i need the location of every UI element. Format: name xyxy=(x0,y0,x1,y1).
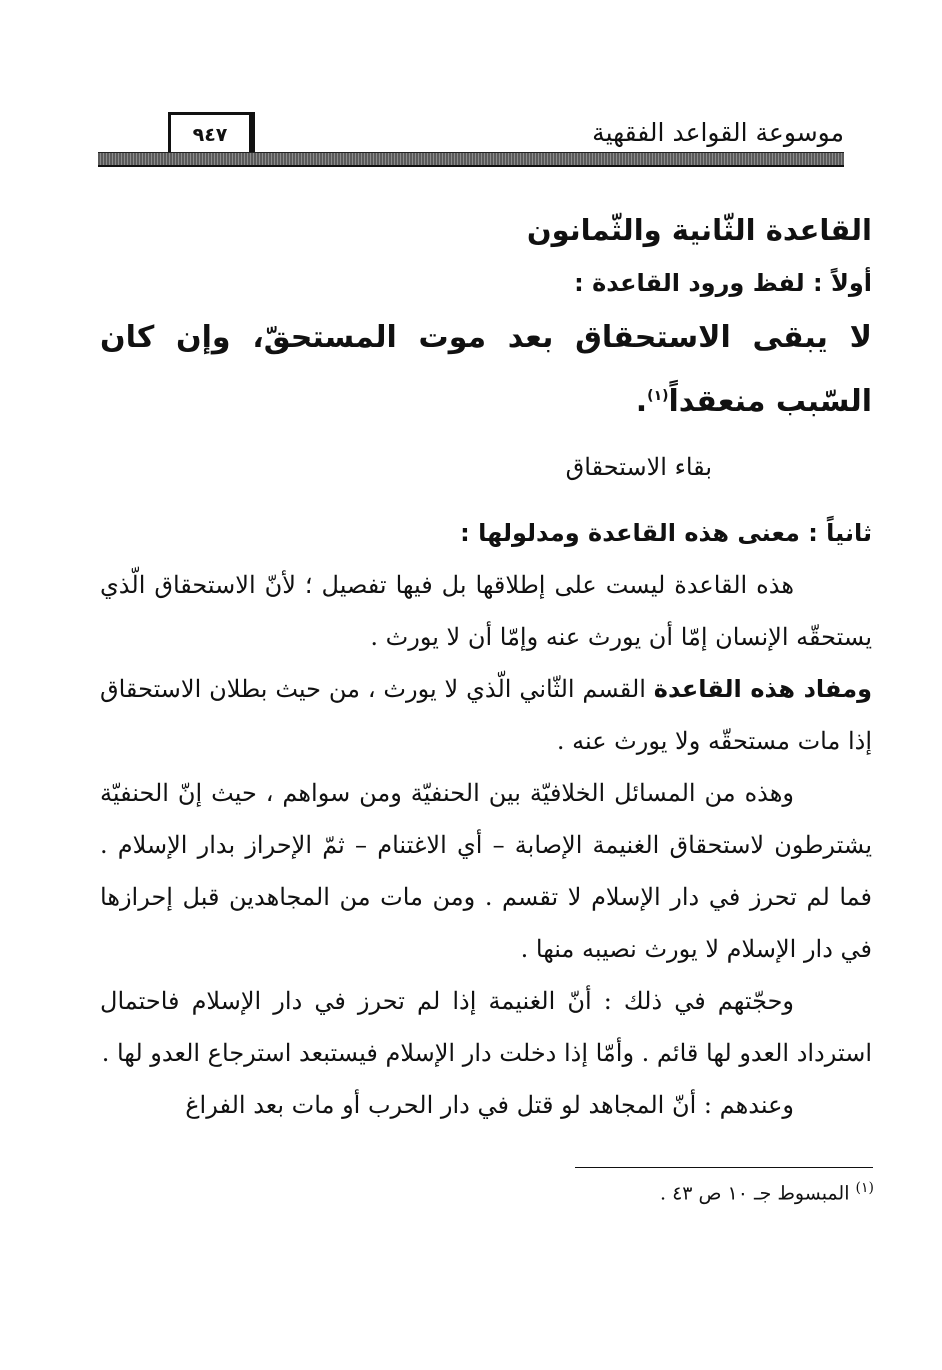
paragraph xyxy=(100,975,872,1079)
book-title: موسوعة القواعد الفقهية xyxy=(592,118,844,147)
footnote-text: المبسوط جـ ١٠ ص ٤٣ . xyxy=(659,1182,850,1205)
page-content xyxy=(100,205,872,1131)
paragraph-text: وحجّتهم في ذلك : أنّ الغنيمة إذا لم تحرز في دار الإسلام فاحتمال استرداد العدو لها قائم . وأمّا إذا دخلت دار الإسلام فيستبعد استرجاع العدو لها . xyxy=(100,987,872,1067)
rule-heading: القاعدة الثّانية والثّمانون xyxy=(526,213,872,247)
paragraph xyxy=(100,767,872,975)
paragraph xyxy=(100,1079,872,1131)
rule-statement-text: لا يبقى الاستحقاق بعد موت المستحقّ، وإن كان السّبب منعقداً xyxy=(100,320,872,419)
footnote xyxy=(660,1180,874,1204)
paragraph-text: وهذه من المسائل الخلافيّة بين الحنفيّة ومن سواهم ، حيث إنّ الحنفيّة يشترطون لاستحقاق الغنيمة الإصابة – أي الاغتنام – ثمّ الإحراز بدار الإسلام . فما لم تحرز في دار الإسلام لا تقسم . ومن مات من المجاهدين قبل إحرازها في دار الإسلام لا يورث نصيبه منها . xyxy=(100,779,872,963)
paragraph-text: القسم الثّاني الّذي لا يورث ، من حيث بطلان الاستحقاق إذا مات مستحقّه ولا يورث عنه . xyxy=(100,675,872,755)
rule-statement-end: . xyxy=(635,384,648,419)
rule-statement xyxy=(100,309,872,431)
footnote-marker: (١) xyxy=(855,1180,874,1196)
paragraph xyxy=(100,559,872,663)
page-number: ٩٤٧ xyxy=(168,112,255,155)
body-text xyxy=(100,559,872,1131)
paragraph-text: هذه القاعدة ليست على إطلاقها بل فيها تفصيل ؛ لأنّ الاستحقاق الّذي يستحقّه الإنسان إمّا أن يورث عنه وإمّا أن لا يورث . xyxy=(100,571,872,651)
section-heading-first: أولاً : لفظ ورود القاعدة : xyxy=(574,269,872,297)
footnote-divider xyxy=(575,1167,873,1168)
page-header xyxy=(98,108,844,168)
header-divider xyxy=(98,152,844,167)
section-heading-second: ثانياً : معنى هذه القاعدة ومدلولها : xyxy=(460,519,872,547)
rule-name: بقاء الاستحقاق xyxy=(565,453,712,481)
paragraph-lead: ومفاد هذه القاعدة xyxy=(653,675,872,703)
paragraph xyxy=(100,663,872,767)
paragraph-text: وعندهم : أنّ المجاهد لو قتل في دار الحرب أو مات بعد الفراغ xyxy=(185,1091,794,1119)
footnote-reference: (١) xyxy=(647,388,669,404)
